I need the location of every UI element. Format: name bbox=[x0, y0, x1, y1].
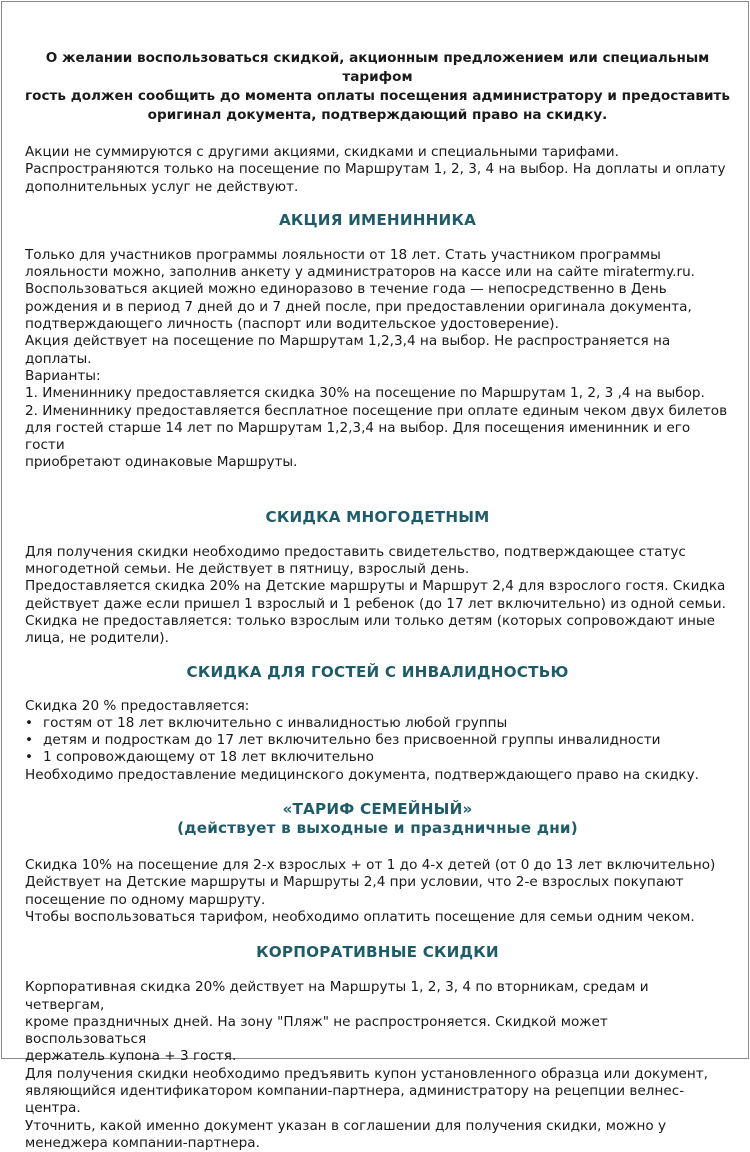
birthday-line: Только для участников программы лояльности от 18 лет. Стать участником программы bbox=[25, 246, 661, 263]
large-family-line: Для получения скидки необходимо предоставить свидетельство, подтверждающее статус bbox=[25, 543, 686, 560]
corporate-line: менеджера компании-партнера. bbox=[25, 1134, 260, 1151]
family-tariff-subheading: (действует в выходные и праздничные дни) bbox=[177, 819, 578, 838]
bullet-icon: • bbox=[25, 714, 34, 731]
family-tariff-text bbox=[25, 857, 730, 926]
family-tariff-line: Действует на Детские маршруты и Маршруты 2,4 при условии, что 2-е взрослых покупают bbox=[25, 874, 684, 891]
intro-notice-line: О желании воспользоваться скидкой, акционным предложением или специальным тарифом bbox=[45, 50, 710, 85]
list-item bbox=[25, 715, 730, 732]
large-family-line: многодетной семьи. Не действует в пятницу, взрослый день. bbox=[25, 561, 470, 578]
family-tariff-heading: «ТАРИФ СЕМЕЙНЫЙ» bbox=[282, 800, 473, 819]
document-page bbox=[1, 1, 749, 1151]
birthday-line: Варианты: bbox=[25, 367, 101, 384]
list-item bbox=[25, 732, 730, 749]
large-family-heading: СКИДКА МНОГОДЕТНЫМ bbox=[265, 507, 490, 526]
disability-bullet-text: 1 сопровождающему от 18 лет включительно bbox=[43, 749, 375, 766]
intro-notice-line: оригинал документа, подтверждающий право на скидку. bbox=[147, 107, 608, 123]
birthday-line: лояльности можно, заполнив анкету у администраторов на кассе или на сайте miratermy.ru. bbox=[25, 264, 696, 281]
disability-text bbox=[25, 698, 730, 784]
intro-terms-line: Распространяются только на посещение по Маршрутам 1, 2, 3, 4 на выбор. На доплаты и оплату bbox=[25, 161, 726, 178]
birthday-line: рождения и в период 7 дней до и 7 дней после, при предоставлении оригинала документа, bbox=[25, 298, 692, 315]
corporate-line: кроме праздничных дней. На зону "Пляж" не распростроняется. Скидкой может воспользоваться bbox=[25, 1013, 608, 1048]
birthday-heading: АКЦИЯ ИМЕНИННИКА bbox=[278, 210, 477, 229]
disability-bullet-text: детям и подросткам до 17 лет включительно без присвоенной группы инвалидности bbox=[43, 732, 661, 749]
corporate-line: держатель купона + 3 гостя. bbox=[25, 1048, 237, 1065]
corporate-line: Корпоративная скидка 20% действует на Маршруты 1, 2, 3, 4 по вторникам, средам и четвергам, bbox=[25, 979, 649, 1013]
large-family-line: действует даже если пришел 1 взрослый и 1 ребенок (до 17 лет включительно) из одной семьи. bbox=[25, 595, 726, 612]
intro-terms-line: дополнительных услуг не действуют. bbox=[25, 178, 299, 195]
family-tariff-line: Скидка 10% на посещение для 2-х взрослых + от 1 до 4-х детей (от 0 до 13 лет включительно) bbox=[25, 857, 716, 874]
disability-intro: Скидка 20 % предоставляется: bbox=[25, 697, 250, 714]
corporate-line: являющийся идентификатором компании-партнера, администратору на рецепции велнес-центра. bbox=[25, 1082, 685, 1117]
corporate-line: Для получения скидки необходимо предъявить купон установленного образца или документ, bbox=[25, 1065, 709, 1082]
intro-terms bbox=[25, 144, 730, 196]
disability-bullet-text: гостям от 18 лет включительно с инвалидностью любой группы bbox=[43, 714, 508, 731]
large-family-text bbox=[25, 544, 730, 648]
birthday-line: для гостей старше 14 лет по Маршрутам 1,2,3,4 на выбор. Для посещения именинник и его гости bbox=[25, 419, 691, 454]
corporate-heading: КОРПОРАТИВНЫЕ СКИДКИ bbox=[256, 943, 499, 962]
birthday-line: 2. Имениннику предоставляется бесплатное посещение при оплате единым чеком двух билетов bbox=[25, 402, 728, 419]
large-family-line: Скидка не предоставляется: только взрослым или только детям (которых сопровождают иные bbox=[25, 612, 715, 629]
intro-notice-line: гость должен сообщить до момента оплаты посещения администратору и предоставить bbox=[25, 88, 730, 104]
family-tariff-line: посещение по одному маршруту. bbox=[25, 891, 266, 908]
intro-notice bbox=[25, 49, 730, 125]
list-item bbox=[25, 749, 730, 766]
birthday-line: Воспользоваться акцией можно единоразово в течение года — непосредственно в День bbox=[25, 281, 667, 298]
corporate-line: Уточнить, какой именно документ указан в соглашении для получения скидки, можно у bbox=[25, 1117, 667, 1134]
bullet-icon: • bbox=[25, 732, 34, 749]
birthday-line: 1. Имениннику предоставляется скидка 30% на посещение по Маршрутам 1, 2, 3 ,4 на выбор. bbox=[25, 385, 705, 402]
bullet-icon: • bbox=[25, 749, 34, 766]
intro-terms-line: Акции не суммируются с другими акциями, скидками и специальными тарифами. bbox=[25, 144, 619, 160]
corporate-text bbox=[25, 979, 730, 1152]
birthday-line: Акция действует на посещение по Маршрутам 1,2,3,4 на выбор. Не распространяется на доплаты. bbox=[25, 333, 671, 367]
family-tariff-line: Чтобы воспользоваться тарифом, необходимо оплатить посещение для семьи одним чеком. bbox=[25, 908, 695, 925]
large-family-line: Предоставляется скидка 20% на Детские маршруты и Маршрут 2,4 для взрослого гостя. Скидка bbox=[25, 578, 726, 595]
birthday-text bbox=[25, 247, 730, 472]
disability-heading: СКИДКА ДЛЯ ГОСТЕЙ С ИНВАЛИДНОСТЬЮ bbox=[186, 662, 569, 681]
disability-outro: Необходимо предоставление медицинского документа, подтверждающего право на скидку. bbox=[25, 766, 699, 783]
birthday-line: приобретают одинаковые Маршруты. bbox=[25, 454, 298, 471]
birthday-line: подтверждающего личность (паспорт или водительское удостоверение). bbox=[25, 316, 559, 333]
large-family-line: лица, не родители). bbox=[25, 630, 169, 647]
